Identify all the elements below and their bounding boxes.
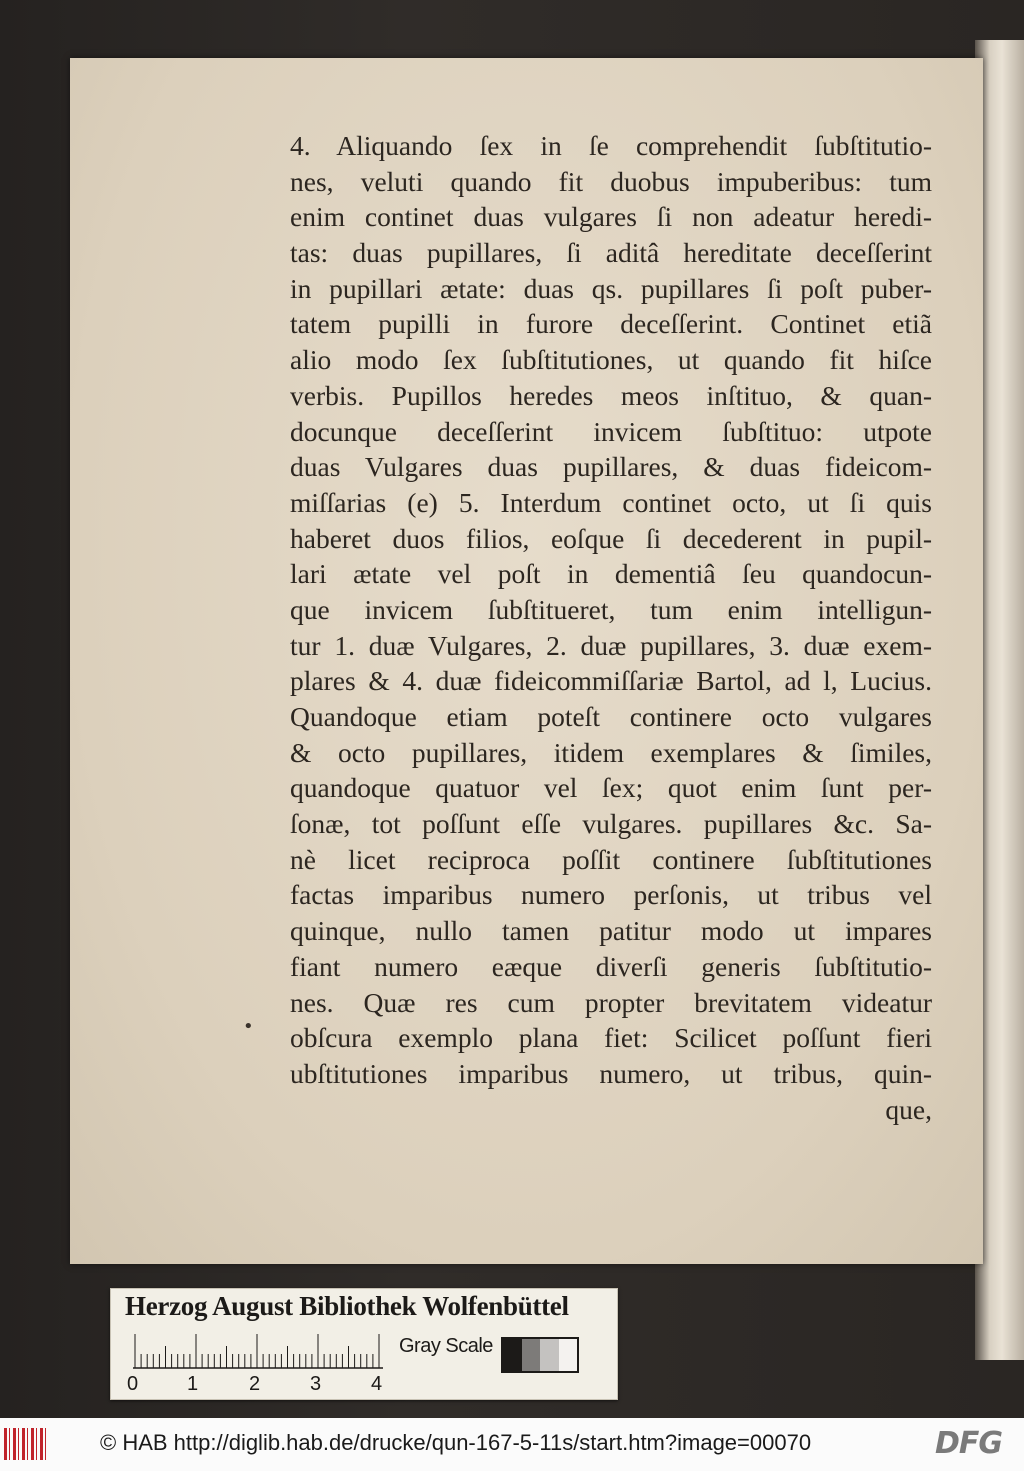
calibration-card — [110, 1288, 618, 1400]
text-line: quinque, nullo tamen patitur modo ut impares — [290, 915, 932, 947]
text-line: obſcura exemplo plana fiet: Scilicet poſſunt fieri — [290, 1022, 932, 1054]
text-line: alio modo ſex ſubſtitutiones, ut quando fit hiſce — [290, 344, 932, 376]
text-line: Quandoque etiam poteſt continere octo vulgares — [290, 701, 932, 732]
text-line: verbis. Pupillos heredes meos inſtituo, & quan- — [290, 379, 932, 411]
scale-number: 0 — [127, 1373, 139, 1395]
text-line: que, — [885, 1093, 932, 1125]
text-line: nè licet reciproca poſſit continere ſubſtitutiones — [290, 843, 932, 875]
page-text — [290, 128, 932, 1127]
text-line: tur 1. duæ Vulgares, 2. duæ pupillares, 3. duæ exem- — [290, 629, 932, 661]
gray-scale-patches — [501, 1337, 579, 1373]
text-line: haberet duos filios, eoſque ſi decederent in pupil- — [290, 522, 932, 554]
gray-patch — [503, 1339, 522, 1371]
text-line: que invicem ſubſtitueret, tum enim intelligun- — [290, 593, 932, 625]
margin-mark: • — [243, 1016, 254, 1037]
text-line: tas: duas pupillares, ſi aditâ hereditate deceſſerint — [290, 237, 932, 269]
text-line: plares & 4. duæ fideicommiſſariæ Bartol, ad l, Lucius. — [290, 665, 932, 697]
scale-number: 2 — [249, 1373, 261, 1395]
text-line: fiant numero eæque diverſi generis ſubſtitutio- — [290, 950, 932, 982]
gray-scale-label: Gray Scale — [399, 1335, 493, 1357]
gray-patch — [522, 1339, 541, 1371]
text-line: docunque deceſſerint invicem ſubſtituo: utpote — [290, 415, 932, 447]
text-line: miſſarias (e) 5. Interdum continet octo, ut ſi quis — [290, 486, 932, 518]
copyright-link[interactable]: © HAB http://diglib.hab.de/drucke/qun-167-5-11s/start.htm?image=00070 — [100, 1430, 812, 1455]
text-line: duas Vulgares duas pupillares, & duas fideicom- — [290, 451, 932, 483]
text-line: ſonæ, tot poſſunt eſſe vulgares. pupillares &c. Sa- — [290, 808, 932, 840]
scale-number: 4 — [371, 1373, 383, 1395]
scale-number: 1 — [187, 1373, 199, 1395]
text-line: enim continet duas vulgares ſi non adeatur heredi- — [290, 201, 932, 233]
text-line: quandoque quatuor vel ſex; quot enim ſunt per- — [290, 772, 932, 804]
text-line: tatem pupilli in furore deceſſerint. Continet etiã — [290, 308, 932, 340]
footer-bar — [0, 1418, 1024, 1471]
measurement-ruler — [133, 1333, 383, 1369]
text-line: ubſtitutiones imparibus numero, ut tribus, quin- — [290, 1057, 932, 1089]
gray-patch — [540, 1339, 559, 1371]
gray-patch — [559, 1339, 578, 1371]
text-line: lari ætate vel poſt in dementiâ ſeu quandocun- — [290, 558, 932, 590]
dfg-logo: DFG — [935, 1426, 1003, 1461]
text-line: & octo pupillares, itidem exemplares & ſimiles, — [290, 736, 932, 768]
text-line: in pupillari ætate: duas qs. pupillares ſi poſt puber- — [290, 272, 932, 304]
text-line: nes, veluti quando fit duobus impuberibus: tum — [290, 165, 932, 197]
scale-number: 3 — [310, 1373, 322, 1395]
hab-barcode-icon — [4, 1428, 48, 1460]
text-line: nes. Quæ res cum propter brevitatem videatur — [290, 986, 932, 1018]
text-line: 4. Aliquando ſex in ſe comprehendit ſubſtitutio- — [290, 130, 932, 161]
text-line: factas imparibus numero perſonis, ut tribus vel — [290, 879, 932, 911]
library-title: Herzog August Bibliothek Wolfenbüttel — [125, 1291, 569, 1321]
